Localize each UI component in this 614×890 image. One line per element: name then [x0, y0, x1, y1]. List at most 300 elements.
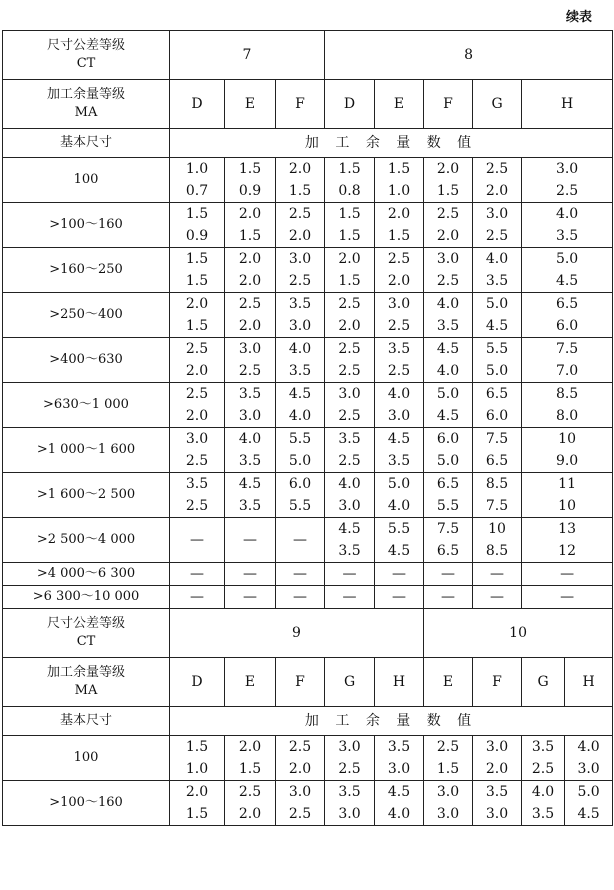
- base-size-cell: >1 000～1 600: [3, 428, 170, 473]
- allowance-value-upper: 6.5: [555, 296, 579, 312]
- allowance-value: —: [490, 566, 505, 582]
- allowance-value-lower: 5.0: [288, 453, 312, 469]
- allowance-value: —: [560, 566, 575, 582]
- allowance-value-lower: 3.0: [338, 498, 361, 514]
- allowance-value-lower: 2.0: [436, 228, 460, 244]
- allowance-value-lower: 1.5: [387, 228, 411, 244]
- allowance-value-upper: 6.5: [485, 386, 509, 402]
- allowance-cell: [325, 293, 375, 338]
- allowance-value-lower: 2.0: [485, 761, 509, 777]
- allowance-value-upper: 4.5: [387, 784, 411, 800]
- allowance-value-lower: 3.5: [531, 806, 555, 822]
- allowance-cell: [276, 736, 325, 781]
- ma-grade: H: [522, 80, 613, 129]
- allowance-cell: [325, 586, 375, 609]
- allowance-value-lower: 0.7: [185, 183, 209, 199]
- allowance-value-lower: 2.5: [387, 363, 411, 379]
- ct-grade: 7: [170, 31, 325, 80]
- allowance-value-upper: 2.5: [238, 784, 262, 800]
- ma-grade: E: [225, 658, 276, 707]
- allowance-value-lower: 12: [558, 543, 576, 559]
- allowance-cell: [276, 781, 325, 826]
- allowance-value-lower: 2.5: [338, 363, 361, 379]
- allowance-value-lower: 1.5: [288, 183, 312, 199]
- allowance-cell: [170, 736, 225, 781]
- allowance-cell: [375, 293, 424, 338]
- allowance-value-upper: 2.0: [238, 206, 262, 222]
- ma-grade: F: [473, 658, 522, 707]
- base-size-cell: >630～1 000: [3, 383, 170, 428]
- allowance-cell: [225, 473, 276, 518]
- table-row: [3, 293, 613, 338]
- allowance-value-upper: 3.5: [531, 739, 555, 755]
- allowance-value-upper: 1.5: [185, 251, 209, 267]
- allowance-value-upper: 4.0: [338, 476, 361, 492]
- allowance-value-upper: 4.5: [436, 341, 460, 357]
- allowance-value-upper: 4.0: [485, 251, 509, 267]
- allowance-cell: [424, 248, 473, 293]
- ma-code: MA: [74, 105, 98, 120]
- allowance-cell: [424, 338, 473, 383]
- allowance-value-upper: 3.5: [387, 341, 411, 357]
- base-size-cell: >100～160: [3, 203, 170, 248]
- allowance-value: —: [190, 566, 204, 582]
- ct-code: CT: [76, 56, 96, 71]
- allowance-value-upper: 2.5: [338, 341, 361, 357]
- allowance-value-lower: 1.5: [436, 183, 460, 199]
- allowance-value: —: [441, 566, 456, 582]
- allowance-value-lower: 2.0: [238, 273, 262, 289]
- allowance-value-lower: 2.0: [288, 228, 312, 244]
- allowance-cell: [170, 781, 225, 826]
- allowance-value-lower: 2.5: [338, 408, 361, 424]
- allowance-value-upper: 6.5: [436, 476, 460, 492]
- allowance-value: —: [342, 589, 357, 605]
- allowance-value-upper: 11: [558, 476, 576, 492]
- allowance-cell: [424, 428, 473, 473]
- allowance-value-lower: 2.5: [338, 453, 361, 469]
- allowance-cell: [225, 428, 276, 473]
- allowance-value-lower: 3.0: [238, 408, 262, 424]
- allowance-cell: [424, 736, 473, 781]
- allowance-value: —: [392, 589, 407, 605]
- allowance-cell: [170, 338, 225, 383]
- allowance-value-lower: 1.5: [185, 273, 209, 289]
- allowance-value-upper: 1.5: [338, 161, 361, 177]
- allowance-value-upper: 3.0: [387, 296, 411, 312]
- allowance-value-lower: 2.5: [555, 183, 579, 199]
- allowance-value-lower: 5.0: [485, 363, 509, 379]
- allowance-cell: [170, 293, 225, 338]
- allowance-value-upper: —: [190, 532, 204, 548]
- ma-grade: E: [424, 658, 473, 707]
- allowance-cell: [473, 158, 522, 203]
- allowance-cell: [325, 473, 375, 518]
- allowance-value-upper: 3.0: [238, 341, 262, 357]
- allowance-cell: [170, 203, 225, 248]
- allowance-cell: [325, 338, 375, 383]
- ma-grade: H: [375, 658, 424, 707]
- ma-code: MA: [74, 683, 98, 698]
- allowance-cell: [375, 563, 424, 586]
- allowance-cell: [473, 203, 522, 248]
- allowance-value-lower: 8.5: [485, 543, 509, 559]
- allowance-value-lower: 3.0: [288, 318, 312, 334]
- base-size-label: 基本尺寸: [3, 129, 170, 158]
- allowance-value-lower: 2.5: [288, 273, 312, 289]
- allowance-cell: [473, 736, 522, 781]
- allowance-value-upper: 7.5: [555, 341, 579, 357]
- ma-grade: F: [424, 80, 473, 129]
- allowance-cell: [375, 473, 424, 518]
- allowance-value-lower: 4.5: [555, 273, 579, 289]
- allowance-value-lower: 7.5: [485, 498, 509, 514]
- allowance-value-lower: 2.5: [185, 453, 209, 469]
- allowance-value-upper: 2.0: [288, 161, 312, 177]
- allowance-value-lower: 2.0: [238, 318, 262, 334]
- allowance-cell: [375, 518, 424, 563]
- allowance-cell: [473, 563, 522, 586]
- ct-header-row: [3, 31, 613, 80]
- ct-code: CT: [76, 634, 96, 649]
- allowance-value-lower: 3.5: [436, 318, 460, 334]
- allowance-cell: [424, 781, 473, 826]
- allowance-value-lower: 2.5: [288, 806, 312, 822]
- allowance-value-lower: 2.0: [185, 408, 209, 424]
- base-size-cell: >400～630: [3, 338, 170, 383]
- allowance-cell: [473, 248, 522, 293]
- allowance-value-upper: 4.0: [238, 431, 262, 447]
- allowance-cell: [325, 563, 375, 586]
- table-row: [3, 248, 613, 293]
- allowance-value-upper: 3.0: [485, 739, 509, 755]
- base-size-header-row: [3, 129, 613, 158]
- base-size-cell: >1 600～2 500: [3, 473, 170, 518]
- ma-grade: F: [276, 80, 325, 129]
- allowance-value-upper: 4.5: [288, 386, 312, 402]
- allowance-value-lower: 3.5: [555, 228, 579, 244]
- allowance-cell: [225, 248, 276, 293]
- allowance-value-lower: 3.0: [387, 761, 411, 777]
- ma-label-cell: [3, 658, 170, 707]
- ma-header-row: [3, 80, 613, 129]
- allowance-value-upper: 3.0: [485, 206, 509, 222]
- allowance-cell: [473, 338, 522, 383]
- allowance-value-upper: 4.0: [288, 341, 312, 357]
- allowance-cell: [424, 473, 473, 518]
- allowance-cell: [325, 248, 375, 293]
- table-row: [3, 383, 613, 428]
- allowance-value-upper: 1.5: [338, 206, 361, 222]
- allowance-value-upper: 2.5: [436, 739, 460, 755]
- allowance-value-upper: 5.0: [436, 386, 460, 402]
- allowance-cell: [170, 383, 225, 428]
- allowance-cell: [424, 383, 473, 428]
- allowance-value-upper: 2.0: [185, 296, 209, 312]
- allowance-value: —: [441, 589, 456, 605]
- allowance-value-lower: 6.5: [436, 543, 460, 559]
- allowance-value-upper: 2.0: [436, 161, 460, 177]
- allowance-value-upper: 3.0: [436, 251, 460, 267]
- table-row: [3, 736, 613, 781]
- allowance-cell: [424, 293, 473, 338]
- ma-label: 加工余量等级: [46, 87, 125, 102]
- allowance-cell: [522, 248, 613, 293]
- allowance-value-lower: 10: [558, 498, 576, 514]
- table-row: [3, 158, 613, 203]
- allowance-cell: [276, 293, 325, 338]
- ma-grade: D: [170, 658, 225, 707]
- ma-grade: H: [565, 658, 613, 707]
- base-size-label: 基本尺寸: [3, 707, 170, 736]
- allowance-value-lower: 1.5: [338, 228, 361, 244]
- allowance-value: —: [293, 566, 308, 582]
- allowance-value-lower: 3.0: [387, 408, 411, 424]
- allowance-value-upper: 2.0: [338, 251, 361, 267]
- base-size-cell: 100: [3, 736, 170, 781]
- allowance-cell: [522, 158, 613, 203]
- allowance-value-upper: 4.0: [577, 739, 600, 755]
- allowance-cell: [225, 781, 276, 826]
- allowance-cell: [170, 518, 225, 563]
- allowance-cell: [522, 781, 565, 826]
- allowance-cell: [473, 473, 522, 518]
- allowance-value-upper: 6.0: [436, 431, 460, 447]
- allowance-value-upper: 2.0: [185, 784, 209, 800]
- allowance-value-upper: 3.0: [185, 431, 209, 447]
- allowance-cell: [225, 563, 276, 586]
- allowance-cell: [225, 383, 276, 428]
- allowance-value-upper: 4.0: [387, 386, 411, 402]
- allowance-value-upper: 13: [558, 521, 576, 537]
- ct-label-cell: [3, 31, 170, 80]
- allowance-cell: [424, 518, 473, 563]
- allowance-value-upper: 2.5: [288, 739, 312, 755]
- allowance-value-upper: 3.0: [436, 784, 460, 800]
- allowance-cell: [375, 158, 424, 203]
- allowance-value: —: [293, 589, 308, 605]
- allowance-cell: [424, 586, 473, 609]
- allowance-value-lower: 5.5: [436, 498, 460, 514]
- allowance-value-upper: 10: [558, 431, 576, 447]
- allowance-value-upper: 3.5: [238, 386, 262, 402]
- allowance-value-lower: 3.5: [338, 543, 361, 559]
- allowance-value-upper: 2.5: [436, 206, 460, 222]
- allowance-value-lower: 3.0: [436, 806, 460, 822]
- allowance-value-lower: 4.5: [387, 543, 411, 559]
- ct-label: 尺寸公差等级: [46, 38, 125, 53]
- allowance-value-upper: 5.0: [577, 784, 600, 800]
- table-row: [3, 473, 613, 518]
- allowance-cell: [522, 563, 613, 586]
- allowance-cell: [276, 563, 325, 586]
- allowance-cell: [170, 473, 225, 518]
- allowance-value-lower: 2.5: [387, 318, 411, 334]
- allowance-cell: [325, 736, 375, 781]
- allowance-cell: [375, 736, 424, 781]
- allowance-value-lower: 3.5: [387, 453, 411, 469]
- allowance-value-lower: 4.0: [288, 408, 312, 424]
- allowance-value-upper: 3.0: [288, 251, 312, 267]
- allowance-value-upper: 2.5: [288, 206, 312, 222]
- allowance-value-lower: 3.5: [288, 363, 312, 379]
- ma-label-cell: [3, 80, 170, 129]
- table-row: [3, 338, 613, 383]
- allowance-cell: [225, 586, 276, 609]
- allowance-value-lower: 1.5: [338, 273, 361, 289]
- allowance-cell: [276, 518, 325, 563]
- allowance-cell: [565, 781, 613, 826]
- allowance-value: —: [560, 589, 575, 605]
- allowance-cell: [170, 248, 225, 293]
- allowance-value-lower: 6.0: [555, 318, 579, 334]
- allowance-cell: [276, 338, 325, 383]
- allowance-cell: [325, 383, 375, 428]
- allowance-cell: [473, 383, 522, 428]
- allowance-cell: [522, 428, 613, 473]
- allowance-value-upper: 3.5: [338, 431, 361, 447]
- allowance-value-lower: 1.5: [238, 228, 262, 244]
- allowance-value-lower: 3.5: [238, 453, 262, 469]
- ct-grade: 8: [325, 31, 613, 80]
- ma-grade: G: [522, 658, 565, 707]
- allowance-value: —: [342, 566, 357, 582]
- allowance-cell: [424, 563, 473, 586]
- allowance-cell: [565, 736, 613, 781]
- allowance-cell: [522, 338, 613, 383]
- allowance-cell: [473, 293, 522, 338]
- allowance-value-upper: 3.5: [338, 784, 361, 800]
- allowance-value-upper: 5.0: [485, 296, 509, 312]
- allowance-value-lower: 5.0: [436, 453, 460, 469]
- allowance-value-upper: 7.5: [436, 521, 460, 537]
- allowance-value-lower: 1.5: [238, 761, 262, 777]
- allowance-value-lower: 3.0: [485, 806, 509, 822]
- ct-grade: 9: [170, 609, 424, 658]
- allowance-value-upper: —: [243, 532, 257, 548]
- allowance-value-lower: 2.5: [238, 363, 262, 379]
- allowance-value-upper: 4.5: [338, 521, 361, 537]
- allowance-value-upper: 5.0: [555, 251, 579, 267]
- allowance-cell: [276, 586, 325, 609]
- allowance-value-upper: 1.5: [185, 739, 209, 755]
- allowance-cell: [522, 518, 613, 563]
- allowance-value-upper: 1.0: [185, 161, 209, 177]
- allowance-value-lower: 8.0: [555, 408, 579, 424]
- allowance-value-lower: 7.0: [555, 363, 579, 379]
- allowance-value-upper: 5.0: [387, 476, 411, 492]
- allowance-value-lower: 2.5: [531, 761, 555, 777]
- allowance-cell: [225, 158, 276, 203]
- allowance-cell: [225, 338, 276, 383]
- allowance-value-lower: 0.8: [338, 183, 361, 199]
- allowance-cell: [276, 383, 325, 428]
- allowance-value-lower: 1.0: [387, 183, 411, 199]
- allowance-value: —: [490, 589, 505, 605]
- allowance-cell: [276, 158, 325, 203]
- table-row: [3, 518, 613, 563]
- base-size-cell: 100: [3, 158, 170, 203]
- ma-header-row: [3, 658, 613, 707]
- allowance-value-upper: 3.0: [338, 386, 361, 402]
- allowance-cell: [522, 473, 613, 518]
- allowance-value-upper: 8.5: [485, 476, 509, 492]
- allowance-value: —: [190, 589, 204, 605]
- allowance-value-lower: 4.0: [436, 363, 460, 379]
- allowance-value-lower: 3.0: [577, 761, 600, 777]
- allowance-cell: [325, 518, 375, 563]
- allowance-cell: [325, 781, 375, 826]
- allowance-cell: [522, 586, 613, 609]
- allowance-value-upper: 2.5: [485, 161, 509, 177]
- allowance-value-lower: 4.5: [485, 318, 509, 334]
- allowance-value-lower: 3.0: [338, 806, 361, 822]
- allowance-value-lower: 2.0: [288, 761, 312, 777]
- allowance-value-upper: —: [293, 532, 308, 548]
- ma-grade: G: [325, 658, 375, 707]
- allowance-value-lower: 4.5: [577, 806, 600, 822]
- allowance-cell: [424, 203, 473, 248]
- base-size-header-row: [3, 707, 613, 736]
- allowance-value-lower: 2.0: [485, 183, 509, 199]
- allowance-cell: [522, 383, 613, 428]
- ma-grade: E: [375, 80, 424, 129]
- allowance-value-upper: 7.5: [485, 431, 509, 447]
- allowance-value-lower: 2.0: [387, 273, 411, 289]
- ma-grade: F: [276, 658, 325, 707]
- allowance-cell: [375, 248, 424, 293]
- allowance-cell: [276, 203, 325, 248]
- allowance-value-lower: 2.0: [338, 318, 361, 334]
- allowance-value-lower: 6.0: [485, 408, 509, 424]
- allowance-value: —: [392, 566, 407, 582]
- allowance-value-lower: 1.5: [185, 806, 209, 822]
- allowance-cell: [522, 203, 613, 248]
- allowance-value-lower: 5.5: [288, 498, 312, 514]
- allowance-cell: [473, 781, 522, 826]
- allowance-value-upper: 3.5: [288, 296, 312, 312]
- allowance-cell: [225, 203, 276, 248]
- allowance-value-upper: 5.5: [485, 341, 509, 357]
- base-size-cell: >2 500～4 000: [3, 518, 170, 563]
- allowance-value-lower: 2.0: [185, 363, 209, 379]
- allowance-value-upper: 1.5: [185, 206, 209, 222]
- allowance-cell: [325, 203, 375, 248]
- ct-label: 尺寸公差等级: [46, 616, 125, 631]
- base-size-cell: >100～160: [3, 781, 170, 826]
- allowance-value-upper: 5.5: [387, 521, 411, 537]
- allowance-cell: [276, 428, 325, 473]
- allowance-value: —: [243, 566, 257, 582]
- allowance-value-lower: 2.5: [338, 761, 361, 777]
- allowance-cell: [375, 203, 424, 248]
- allowance-value-upper: 6.0: [288, 476, 312, 492]
- allowance-value-upper: 4.0: [555, 206, 579, 222]
- allowance-cell: [473, 428, 522, 473]
- ct-grade: 10: [424, 609, 613, 658]
- allowance-value-upper: 4.0: [436, 296, 460, 312]
- allowance-value-upper: 5.5: [288, 431, 312, 447]
- ma-label: 加工余量等级: [46, 665, 125, 680]
- allowance-value-upper: 10: [488, 521, 506, 537]
- allowance-value-upper: 3.5: [387, 739, 411, 755]
- allowance-value-upper: 3.0: [555, 161, 579, 177]
- ma-grade: D: [170, 80, 225, 129]
- continued-label: 续表: [565, 10, 592, 25]
- allowance-value-lower: 3.5: [485, 273, 509, 289]
- base-size-cell: >6 300～10 000: [3, 586, 170, 609]
- table-row: [3, 203, 613, 248]
